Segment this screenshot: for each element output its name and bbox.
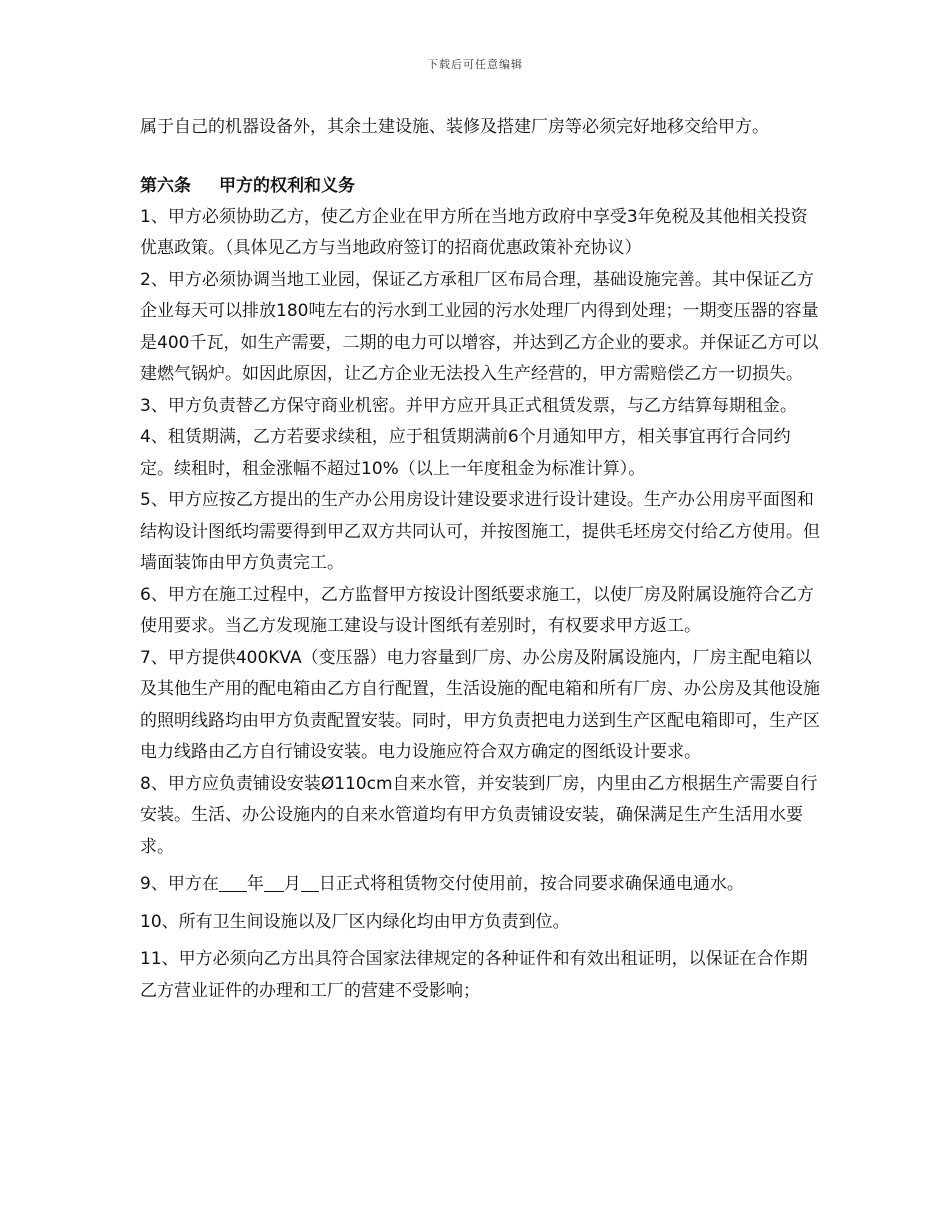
clause-10: 10、所有卫生间设施以及厂区内绿化均由甲方负责到位。 xyxy=(140,911,570,932)
clause-2: 2、甲方必须协调当地工业园，保证乙方承租厂区布局合理，基础设施完善。其中保证乙方企业每天可以排放180吨左右的污水到工业园的污水处理厂内得到处理；一期变压器的容量是400千瓦，如生产需要，二期的电力可以增容，并达到乙方企业的要求。并保证乙方可以建燃气锅炉。如因此原因，让乙方企业无法投入生产经营的，甲方需赔偿乙方一切损失。 xyxy=(140,269,819,384)
clause-4: 4、租赁期满，乙方若要求续租，应于租赁期满前6个月通知甲方，相关事宜再行合同约定。续租时，租金涨幅不超过10%（以上一年度租金为标准计算）。 xyxy=(140,427,791,479)
clause-1: 1、甲方必须协助乙方，使乙方企业在甲方所在当地方政府中享受3年免税及其他相关投资优惠政策。（具体见乙方与当地政府签订的招商优惠政策补充协议） xyxy=(140,206,808,258)
download-note: 下载后可任意编辑 xyxy=(427,58,523,71)
article-number: 第六条 xyxy=(140,175,191,196)
clause-9-month: 月 xyxy=(283,874,301,894)
year-blank xyxy=(219,873,247,892)
clause-9-prefix: 9、甲方在 xyxy=(140,874,219,894)
clause-11: 11、甲方必须向乙方出具符合国家法律规定的各种证件和有效出租证明，以保证在合作期乙方营业证件的办理和工厂的营建不受影响； xyxy=(140,949,808,1001)
clause-9-suffix: 日正式将租赁物交付使用前，按合同要求确保通电通水。 xyxy=(318,874,744,894)
document-body xyxy=(140,112,820,1007)
clause-8: 8、甲方应负责铺设安装Ø110cm自来水管，并安装到厂房，内里由乙方根据生产需要自行安装。生活、办公设施内的自来水管道均有甲方负责铺设安装，确保满足生产生活用水要求。 xyxy=(140,773,818,857)
clause-6: 6、甲方在施工过程中，乙方监督甲方按设计图纸要求施工，以使厂房及附属设施符合乙方使用要求。当乙方发现施工建设与设计图纸有差别时，有权要求甲方返工。 xyxy=(140,584,814,636)
article-title: 甲方的权利和义务 xyxy=(219,175,355,196)
clause-7: 7、甲方提供400KVA（变压器）电力容量到厂房、办公房及附属设施内，厂房主配电箱以及其他生产用的配电箱由乙方自行配置，生活设施的配电箱和所有厂房、办公房及其他设施的照明线路均由甲方负责配置安装。同时，甲方负责把电力送到生产区配电箱即可，生产区电力线路由乙方自行铺设安装。电力设施应符合双方确定的图纸设计要求。 xyxy=(140,647,820,762)
article-heading xyxy=(140,170,820,202)
month-blank xyxy=(264,873,284,892)
clause-3: 3、甲方负责替乙方保守商业机密。并甲方应开具正式租赁发票，与乙方结算每期租金。 xyxy=(140,395,797,416)
day-blank xyxy=(301,873,319,892)
clause-9 xyxy=(140,869,820,901)
lead-paragraph: 属于自己的机器设备外，其余土建设施、装修及搭建厂房等必须完好地移交给甲方。 xyxy=(140,117,769,137)
clause-9-year: 年 xyxy=(246,874,264,894)
clause-5: 5、甲方应按乙方提出的生产办公用房设计建设要求进行设计建设。生产办公用房平面图和结构设计图纸均需要得到甲乙双方共同认可，并按图施工，提供毛坯房交付给乙方使用。但墙面装饰由甲方负责完工。 xyxy=(140,490,820,573)
